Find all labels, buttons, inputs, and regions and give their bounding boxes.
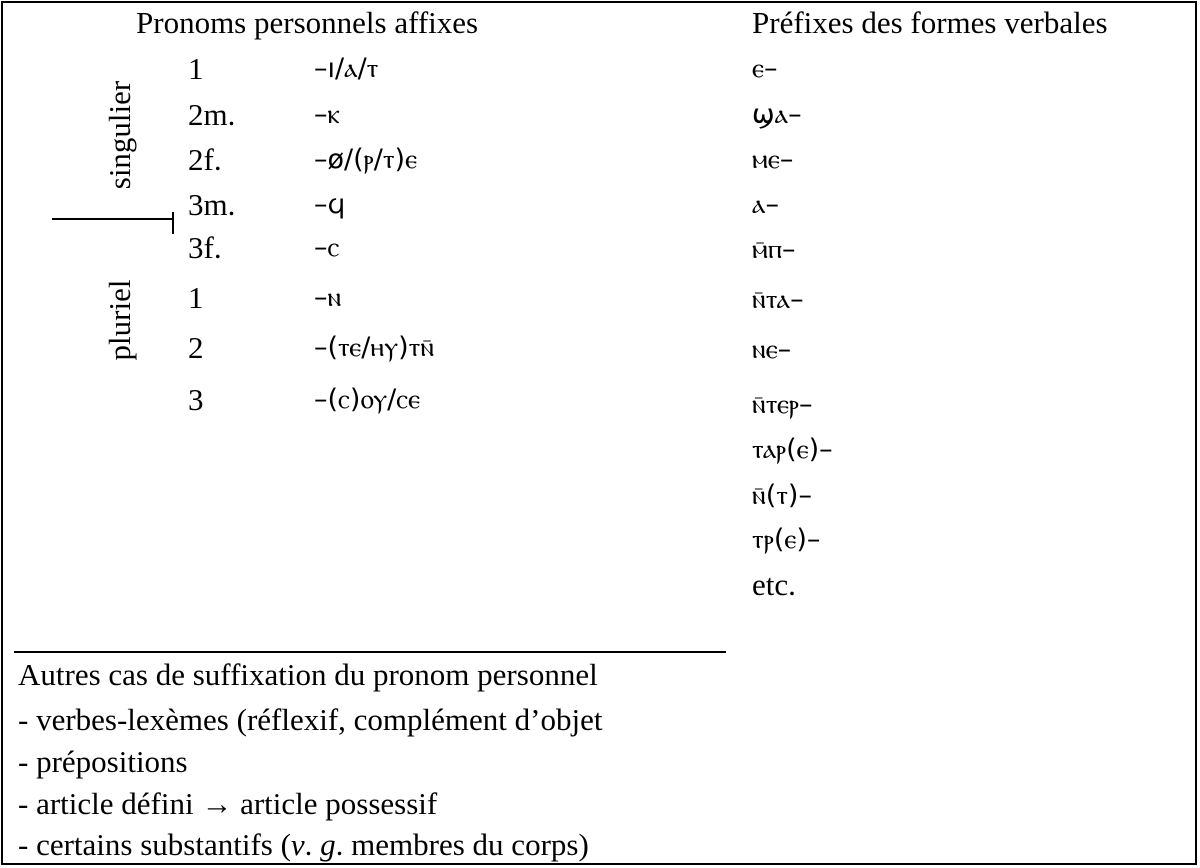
bottom-section-separator bbox=[14, 651, 726, 653]
row-person: 1 bbox=[188, 51, 204, 86]
row-affix: –ⲛ bbox=[314, 282, 342, 313]
row-affix: –ı/ⲁ/ⲧ bbox=[314, 53, 379, 84]
verb-prefix-item: ⲛ̄(ⲧ)– bbox=[752, 480, 812, 511]
left-table-title: Pronoms personnels affixes bbox=[136, 5, 479, 40]
verb-prefix-item: ϣⲁ– bbox=[752, 99, 802, 130]
bottom-list-item: - verbes-lexèmes (réflexif, complément d’objet bbox=[18, 702, 603, 737]
item-text-after: . membres du corps) bbox=[335, 827, 589, 862]
item-text-before: - certains substantifs ( bbox=[18, 827, 291, 862]
row-person: 2m. bbox=[188, 97, 236, 132]
verb-prefix-item: ⲧⲁⲣ(ⲉ)– bbox=[752, 434, 833, 465]
row-person: 3f. bbox=[188, 230, 222, 265]
verb-prefix-item: ⲙ̄ⲡ– bbox=[752, 234, 796, 265]
verb-prefix-item: ⲙⲉ– bbox=[752, 144, 794, 175]
row-affix: –ⲥ bbox=[314, 232, 340, 263]
bottom-list-item: - prépositions bbox=[18, 744, 188, 779]
bottom-section-title: Autres cas de suffixation du pronom personnel bbox=[18, 657, 598, 692]
verb-prefix-item: ⲧⲣ(ⲉ)– bbox=[752, 524, 821, 555]
row-affix: –ø/(ⲣ/ⲧ)ⲉ bbox=[314, 144, 418, 175]
group-separator-line bbox=[52, 218, 172, 220]
row-person: 2f. bbox=[188, 142, 222, 177]
group-label-plural: pluriel bbox=[102, 279, 137, 361]
verb-prefix-item: ⲛ̄ⲧⲉⲣ– bbox=[752, 389, 813, 420]
row-person: 1 bbox=[188, 280, 204, 315]
verb-prefix-item: ⲉ– bbox=[752, 53, 778, 84]
bottom-list-item: - article défini → article possessif bbox=[18, 786, 438, 821]
abbr-g: g bbox=[320, 827, 336, 862]
row-affix: –(ⲧⲉ/ⲏⲩ)ⲧⲛ̄ bbox=[314, 332, 435, 363]
row-person: 3m. bbox=[188, 187, 236, 222]
verb-prefix-item: etc. bbox=[752, 567, 796, 602]
right-column-title: Préfixes des formes verbales bbox=[752, 5, 1108, 40]
row-affix: –ϥ bbox=[314, 189, 346, 220]
bottom-list-item bbox=[18, 827, 589, 863]
row-person: 3 bbox=[188, 382, 204, 417]
abbr-v: v bbox=[290, 827, 305, 862]
item-text-sep: . bbox=[304, 827, 321, 862]
group-label-singular: singulier bbox=[102, 80, 137, 190]
row-affix: –(ⲥ)ⲟⲩ/ⲥⲉ bbox=[314, 384, 421, 415]
group-divider-line bbox=[172, 212, 174, 234]
row-person: 2 bbox=[188, 330, 204, 365]
verb-prefix-item: ⲛⲉ– bbox=[752, 334, 792, 365]
verb-prefix-item: ⲛ̄ⲧⲁ– bbox=[752, 284, 804, 315]
verb-prefix-item: ⲁ– bbox=[752, 189, 779, 220]
row-affix: –ⲕ bbox=[314, 99, 340, 130]
